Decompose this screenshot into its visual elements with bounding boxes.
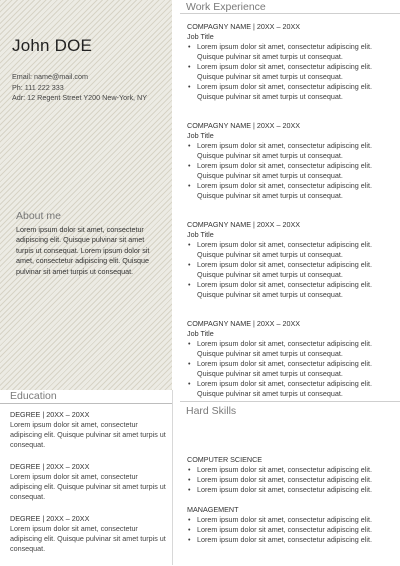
job-title: Job Title (187, 131, 214, 140)
job-entry (187, 319, 397, 399)
contact-block (12, 72, 147, 104)
company-line: COMPAGNY NAME | 20XX – 20XX (187, 121, 301, 130)
skill-bullets (187, 465, 397, 495)
bullet-item: • Lorem ipsum dolor sit amet, consectetur adipiscing elit. (188, 485, 372, 494)
job-entry (187, 121, 397, 201)
job-bullets (187, 141, 397, 201)
education-list (10, 410, 168, 566)
bullet-icon: • (188, 339, 191, 348)
bullet-icon: • (188, 535, 191, 544)
bullet-item: • Lorem ipsum dolor sit amet, consectetur adipiscing elit. (188, 465, 372, 474)
hard-skills-list (187, 455, 397, 555)
job-title: Job Title (187, 32, 214, 41)
work-experience-list (187, 22, 397, 418)
degree-description: Lorem ipsum dolor sit amet, consectetur adipiscing elit. Quisque pulvinar sit amet turpis ut consequat. (10, 420, 166, 449)
phone-line: Ph: 111 222 333 (12, 82, 64, 92)
address-line: Adr: 12 Regent Street Y200 New-York, NY (12, 93, 148, 102)
bullet-icon: • (188, 475, 191, 484)
skill-group (187, 505, 397, 545)
email-line: Email: name@mail.com (12, 72, 88, 81)
company-line: COMPAGNY NAME | 20XX – 20XX (187, 22, 301, 31)
candidate-name: John DOE (12, 36, 93, 55)
bullet-icon: • (188, 515, 191, 524)
column-divider (172, 390, 173, 565)
bullet-icon: • (188, 465, 191, 474)
job-title: Job Title (187, 329, 214, 338)
skill-group-heading: MANAGEMENT (187, 505, 239, 514)
degree-description: Lorem ipsum dolor sit amet, consectetur adipiscing elit. Quisque pulvinar sit amet turpis ut consequat. (10, 524, 166, 553)
bullet-icon: • (188, 62, 191, 71)
bullet-item: • Lorem ipsum dolor sit amet, consectetur adipiscing elit. Quisque pulvinar sit amet turpis ut consequat. (188, 379, 372, 398)
skill-group (187, 455, 397, 495)
bullet-icon: • (188, 161, 191, 170)
bullet-icon: • (188, 181, 191, 190)
bullet-icon: • (188, 240, 191, 249)
bullet-item: • Lorem ipsum dolor sit amet, consectetur adipiscing elit. Quisque pulvinar sit amet turpis ut consequat. (188, 82, 372, 101)
degree-line: DEGREE | 20XX – 20XX (10, 462, 90, 471)
bullet-icon: • (188, 82, 191, 91)
education-divider (0, 403, 172, 404)
job-title: Job Title (187, 230, 214, 239)
hard-skills-heading: Hard Skills (186, 405, 237, 417)
education-entry (10, 514, 168, 554)
bullet-item: • Lorem ipsum dolor sit amet, consectetur adipiscing elit. Quisque pulvinar sit amet turpis ut consequat. (188, 359, 372, 378)
company-line: COMPAGNY NAME | 20XX – 20XX (187, 319, 301, 328)
bullet-icon: • (188, 42, 191, 51)
bullet-item: • Lorem ipsum dolor sit amet, consectetur adipiscing elit. Quisque pulvinar sit amet turpis ut consequat. (188, 161, 372, 180)
bullet-item: • Lorem ipsum dolor sit amet, consectetur adipiscing elit. Quisque pulvinar sit amet turpis ut consequat. (188, 141, 372, 160)
bullet-icon: • (188, 485, 191, 494)
skill-bullets (187, 515, 397, 545)
work-experience-heading: Work Experience (186, 1, 266, 13)
bullet-item: • Lorem ipsum dolor sit amet, consectetur adipiscing elit. Quisque pulvinar sit amet turpis ut consequat. (188, 62, 372, 81)
work-experience-divider (180, 13, 400, 14)
company-line: COMPAGNY NAME | 20XX – 20XX (187, 220, 301, 229)
bullet-item: • Lorem ipsum dolor sit amet, consectetur adipiscing elit. Quisque pulvinar sit amet turpis ut consequat. (188, 339, 372, 358)
bullet-item: • Lorem ipsum dolor sit amet, consectetur adipiscing elit. (188, 535, 372, 544)
bullet-item: • Lorem ipsum dolor sit amet, consectetur adipiscing elit. Quisque pulvinar sit amet turpis ut consequat. (188, 260, 372, 279)
bullet-item: • Lorem ipsum dolor sit amet, consectetur adipiscing elit. Quisque pulvinar sit amet turpis ut consequat. (188, 181, 372, 200)
hard-skills-divider (180, 401, 400, 402)
about-text: Lorem ipsum dolor sit amet, consectetur adipiscing elit. Quisque pulvinar sit amet turpis ut consequat. Lorem ipsum dolor sit amet, consectetur adipiscing elit. Quisque pulvinar sit amet turpis ut consequat. (16, 225, 150, 276)
education-heading: Education (10, 390, 57, 402)
bullet-item: • Lorem ipsum dolor sit amet, consectetur adipiscing elit. Quisque pulvinar sit amet turpis ut consequat. (188, 280, 372, 299)
education-entry (10, 462, 168, 502)
bullet-item: • Lorem ipsum dolor sit amet, consectetur adipiscing elit. (188, 515, 372, 524)
degree-line: DEGREE | 20XX – 20XX (10, 410, 90, 419)
job-bullets (187, 42, 397, 102)
bullet-icon: • (188, 141, 191, 150)
bullet-item: • Lorem ipsum dolor sit amet, consectetur adipiscing elit. Quisque pulvinar sit amet turpis ut consequat. (188, 240, 372, 259)
job-entry (187, 220, 397, 300)
job-bullets (187, 240, 397, 300)
sidebar-background (0, 0, 172, 390)
about-heading: About me (16, 210, 61, 222)
bullet-icon: • (188, 525, 191, 534)
skill-group-heading: COMPUTER SCIENCE (187, 455, 263, 464)
bullet-icon: • (188, 260, 191, 269)
degree-line: DEGREE | 20XX – 20XX (10, 514, 90, 523)
education-entry (10, 410, 168, 450)
bullet-icon: • (188, 359, 191, 368)
job-bullets (187, 339, 397, 399)
bullet-item: • Lorem ipsum dolor sit amet, consectetur adipiscing elit. Quisque pulvinar sit amet turpis ut consequat. (188, 42, 372, 61)
bullet-item: • Lorem ipsum dolor sit amet, consectetur adipiscing elit. (188, 475, 372, 484)
bullet-icon: • (188, 280, 191, 289)
degree-description: Lorem ipsum dolor sit amet, consectetur adipiscing elit. Quisque pulvinar sit amet turpis ut consequat. (10, 472, 166, 501)
bullet-item: • Lorem ipsum dolor sit amet, consectetur adipiscing elit. (188, 525, 372, 534)
bullet-icon: • (188, 379, 191, 388)
job-entry (187, 22, 397, 102)
